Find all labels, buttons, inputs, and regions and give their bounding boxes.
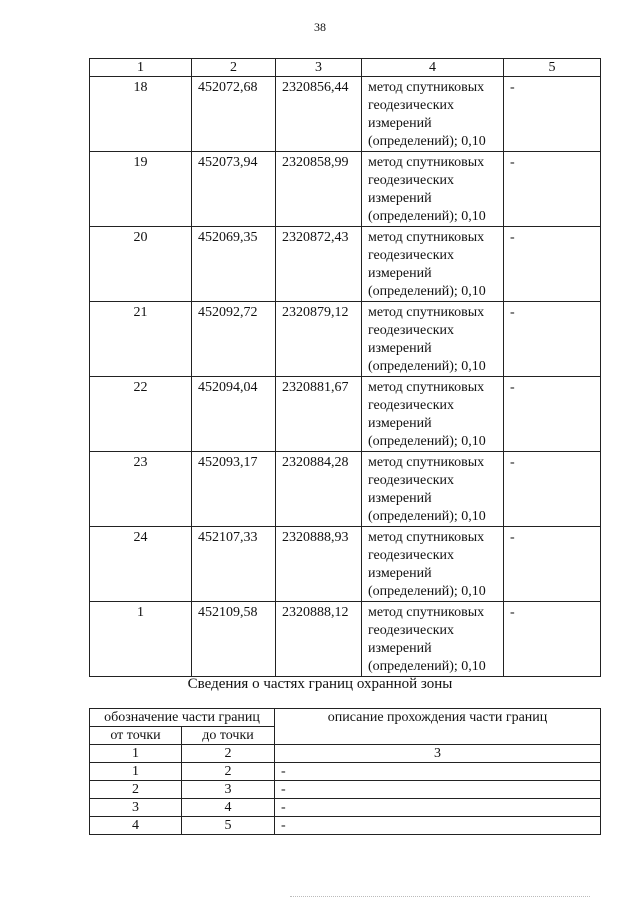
from-point: 3: [90, 799, 182, 817]
note: -: [504, 77, 601, 152]
method-line: (определений); 0,10: [368, 659, 486, 674]
scan-artifact: [290, 896, 590, 901]
method-line: геодезических: [368, 473, 455, 488]
y-coordinate: 2320858,99: [276, 152, 362, 227]
method-line: геодезических: [368, 173, 455, 188]
page-number: 38: [314, 20, 326, 34]
measurement-method: [362, 152, 504, 227]
to-point-header: до точки: [182, 727, 275, 745]
table-row: [90, 452, 601, 527]
table-row: [90, 77, 601, 152]
x-coordinate: 452092,72: [192, 302, 276, 377]
y-coordinate: 2320856,44: [276, 77, 362, 152]
method-line: геодезических: [368, 548, 455, 563]
x-coordinate: 452069,35: [192, 227, 276, 302]
point-number: 20: [90, 227, 192, 302]
measurement-method: [362, 452, 504, 527]
method-line: измерений: [368, 116, 432, 131]
y-coordinate: 2320884,28: [276, 452, 362, 527]
column-header: 1: [90, 59, 192, 77]
measurement-method: [362, 77, 504, 152]
table-row: [90, 781, 601, 799]
table-row: [90, 799, 601, 817]
point-number: 22: [90, 377, 192, 452]
to-point: 3: [182, 781, 275, 799]
x-coordinate: 452073,94: [192, 152, 276, 227]
method-line: метод спутниковых: [368, 530, 485, 545]
point-number: 23: [90, 452, 192, 527]
note: -: [504, 452, 601, 527]
from-point: 4: [90, 817, 182, 835]
table-row: [90, 377, 601, 452]
method-line: метод спутниковых: [368, 80, 485, 95]
boundary-description: -: [275, 817, 601, 835]
column-number: 1: [90, 745, 182, 763]
method-line: измерений: [368, 641, 432, 656]
method-line: (определений); 0,10: [368, 509, 486, 524]
boundary-description: -: [275, 763, 601, 781]
column-header: 4: [362, 59, 504, 77]
method-line: (определений); 0,10: [368, 434, 486, 449]
column-number-row: [90, 745, 601, 763]
measurement-method: [362, 527, 504, 602]
section-title: Сведения о частях границ охранной зоны: [187, 676, 453, 692]
table-row: [90, 227, 601, 302]
method-line: (определений); 0,10: [368, 134, 486, 149]
measurement-method: [362, 227, 504, 302]
to-point: 4: [182, 799, 275, 817]
table-row: [90, 302, 601, 377]
point-number: 21: [90, 302, 192, 377]
method-line: геодезических: [368, 323, 455, 338]
measurement-method: [362, 302, 504, 377]
point-number: 18: [90, 77, 192, 152]
column-header: 5: [504, 59, 601, 77]
table-row: [90, 763, 601, 781]
method-line: измерений: [368, 191, 432, 206]
x-coordinate: 452109,58: [192, 602, 276, 677]
table-row: [90, 152, 601, 227]
method-line: (определений); 0,10: [368, 584, 486, 599]
x-coordinate: 452093,17: [192, 452, 276, 527]
method-line: метод спутниковых: [368, 455, 485, 470]
method-line: (определений); 0,10: [368, 359, 486, 374]
boundary-description: -: [275, 799, 601, 817]
note: -: [504, 302, 601, 377]
y-coordinate: 2320872,43: [276, 227, 362, 302]
y-coordinate: 2320881,67: [276, 377, 362, 452]
method-line: метод спутниковых: [368, 305, 485, 320]
from-point: 1: [90, 763, 182, 781]
column-number: 3: [275, 745, 601, 763]
y-coordinate: 2320879,12: [276, 302, 362, 377]
method-line: (определений); 0,10: [368, 209, 486, 224]
measurement-method: [362, 377, 504, 452]
x-coordinate: 452072,68: [192, 77, 276, 152]
point-number: 1: [90, 602, 192, 677]
to-point: 5: [182, 817, 275, 835]
note: -: [504, 227, 601, 302]
method-line: метод спутниковых: [368, 605, 485, 620]
from-point: 2: [90, 781, 182, 799]
table-header-row: [90, 709, 601, 727]
method-line: метод спутниковых: [368, 230, 485, 245]
note: -: [504, 602, 601, 677]
to-point: 2: [182, 763, 275, 781]
method-line: метод спутниковых: [368, 380, 485, 395]
point-number: 24: [90, 527, 192, 602]
column-number: 2: [182, 745, 275, 763]
measurement-method: [362, 602, 504, 677]
method-line: геодезических: [368, 623, 455, 638]
boundary-description-header: описание прохождения части границ: [275, 709, 601, 745]
boundary-part-designation-header: обозначение части границ: [90, 709, 275, 727]
method-line: геодезических: [368, 398, 455, 413]
method-line: измерений: [368, 266, 432, 281]
method-line: геодезических: [368, 98, 455, 113]
table-row: [90, 602, 601, 677]
note: -: [504, 152, 601, 227]
boundary-parts-table: [89, 708, 601, 835]
note: -: [504, 527, 601, 602]
table-row: [90, 817, 601, 835]
boundary-description: -: [275, 781, 601, 799]
x-coordinate: 452094,04: [192, 377, 276, 452]
column-header: 3: [276, 59, 362, 77]
method-line: метод спутниковых: [368, 155, 485, 170]
method-line: измерений: [368, 341, 432, 356]
y-coordinate: 2320888,12: [276, 602, 362, 677]
table-row: [90, 527, 601, 602]
column-header: 2: [192, 59, 276, 77]
method-line: геодезических: [368, 248, 455, 263]
note: -: [504, 377, 601, 452]
method-line: измерений: [368, 491, 432, 506]
method-line: (определений); 0,10: [368, 284, 486, 299]
from-point-header: от точки: [90, 727, 182, 745]
table-header-row: [90, 59, 601, 77]
method-line: измерений: [368, 416, 432, 431]
coordinates-table: [89, 58, 601, 677]
x-coordinate: 452107,33: [192, 527, 276, 602]
y-coordinate: 2320888,93: [276, 527, 362, 602]
point-number: 19: [90, 152, 192, 227]
method-line: измерений: [368, 566, 432, 581]
